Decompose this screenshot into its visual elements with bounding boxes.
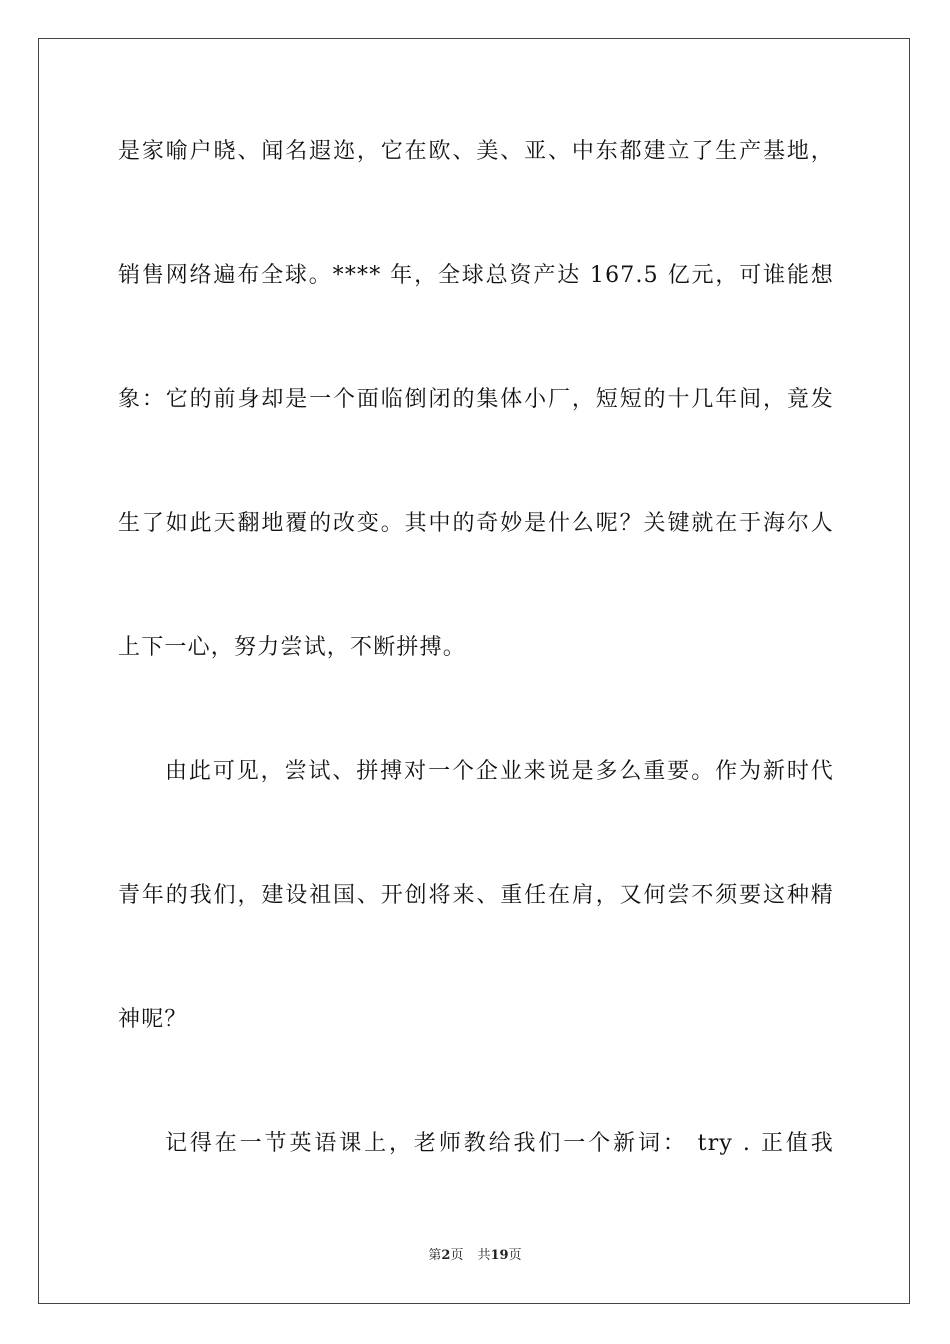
paragraph-line: 记得在一节英语课上，老师教给我们一个新词： try . 正值我 <box>165 1131 834 1156</box>
paragraph-line: 由此可见，尝试、拼搏对一个企业来说是多么重要。作为新时代 <box>165 759 834 784</box>
paragraph-line: 神呢？ <box>118 1007 188 1032</box>
paragraph-line: 上下一心，努力尝试，不断拼搏。 <box>118 635 467 660</box>
page-label-prefix: 第 <box>428 1248 442 1263</box>
paragraph-line: 销售网络遍布全球。**** 年，全球总资产达 167.5 亿元，可谁能想 <box>118 263 834 288</box>
page-number: 2 <box>441 1248 451 1263</box>
total-label-prefix: 共 <box>477 1248 491 1263</box>
page-footer <box>0 1247 950 1265</box>
paragraph-line: 象：它的前身却是一个面临倒闭的集体小厂，短短的十几年间，竟发 <box>118 387 834 412</box>
page-frame <box>38 38 910 1304</box>
paragraph-line: 是家喻户晓、闻名遐迩，它在欧、美、亚、中东都建立了生产基地， <box>118 139 834 164</box>
paragraph-line: 青年的我们，建设祖国、开创将来、重任在肩，又何尝不须要这种精 <box>118 883 834 908</box>
total-pages: 19 <box>490 1248 509 1263</box>
total-label-suffix: 页 <box>508 1248 522 1263</box>
paragraph-line: 生了如此天翻地覆的改变。其中的奇妙是什么呢？关键就在于海尔人 <box>118 511 834 536</box>
page-label-suffix: 页 <box>450 1248 464 1263</box>
